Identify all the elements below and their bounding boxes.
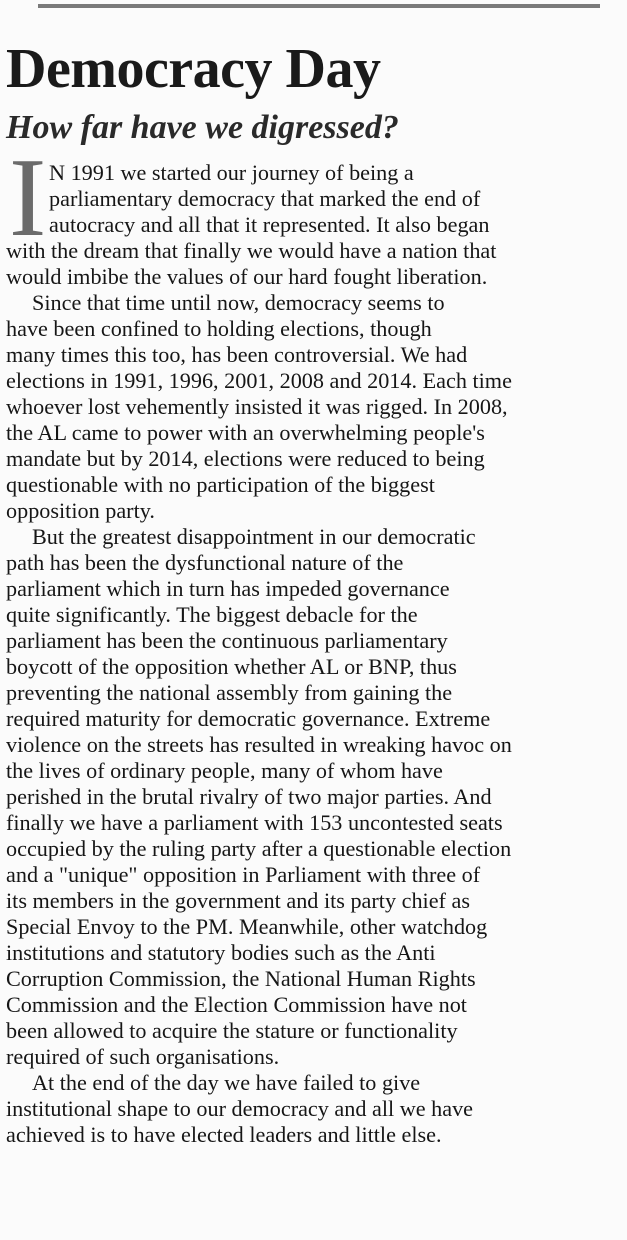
article-line: and a "unique" opposition in Parliament with three of (6, 862, 481, 887)
article-line: N 1991 we started our journey of being a (49, 160, 414, 185)
article-line: many times this too, has been controversial. We had (6, 342, 468, 367)
article-line: parliament has been the continuous parliamentary (6, 628, 448, 653)
article-line: autocracy and all that it represented. It also began (49, 212, 490, 237)
article-line: achieved is to have elected leaders and little else. (6, 1122, 442, 1147)
article-line: the lives of ordinary people, many of whom have (6, 758, 443, 783)
article-line: whoever lost vehemently insisted it was rigged. In 2008, (6, 394, 508, 419)
article-line: have been confined to holding elections, though (6, 316, 432, 341)
article-line: occupied by the ruling party after a questionable election (6, 836, 512, 861)
article-line: Corruption Commission, the National Human Rights (6, 966, 476, 991)
article-line: finally we have a parliament with 153 uncontested seats (6, 810, 503, 835)
top-rule-divider (38, 4, 600, 8)
article-line: parliament which in turn has impeded governance (6, 576, 450, 601)
article-line: institutional shape to our democracy and all we have (6, 1096, 474, 1121)
article-line: path has been the dysfunctional nature of the (6, 550, 404, 575)
article-line: violence on the streets has resulted in wreaking havoc on (6, 732, 512, 757)
article-line: institutions and statutory bodies such as the Anti (6, 940, 436, 965)
article-line: boycott of the opposition whether AL or BNP, thus (6, 654, 457, 679)
article-line: with the dream that finally we would have a nation that (6, 238, 497, 263)
article-line: questionable with no participation of the biggest (6, 472, 435, 497)
drop-cap: I (9, 136, 47, 260)
article-line: But the greatest disappointment in our democratic (32, 524, 476, 549)
article-line: mandate but by 2014, elections were reduced to being (6, 446, 485, 471)
article-line: parliamentary democracy that marked the end of (49, 186, 481, 211)
article-line: perished in the brutal rivalry of two major parties. And (6, 784, 492, 809)
article-line: would imbibe the values of our hard fought liberation. (6, 264, 488, 289)
article-line: required maturity for democratic governance. Extreme (6, 706, 491, 731)
article-line: required of such organisations. (6, 1044, 280, 1069)
subheadline: How far have we digressed? (6, 109, 399, 146)
article-line: the AL came to power with an overwhelming people's (6, 420, 485, 445)
article-line: Special Envoy to the PM. Meanwhile, other watchdog (6, 914, 488, 939)
article-line: opposition party. (6, 498, 155, 523)
article-line: Since that time until now, democracy seems to (32, 290, 445, 315)
article-body (6, 160, 606, 1148)
article-line: elections in 1991, 1996, 2001, 2008 and 2014. Each time (6, 368, 512, 393)
article-line: been allowed to acquire the stature or functionality (6, 1018, 458, 1043)
headline: Democracy Day (6, 38, 381, 100)
article-line: At the end of the day we have failed to give (32, 1070, 421, 1095)
article-line: preventing the national assembly from gaining the (6, 680, 453, 705)
article-line: Commission and the Election Commission have not (6, 992, 467, 1017)
article-line: quite significantly. The biggest debacle for the (6, 602, 418, 627)
article-line: its members in the government and its party chief as (6, 888, 470, 913)
